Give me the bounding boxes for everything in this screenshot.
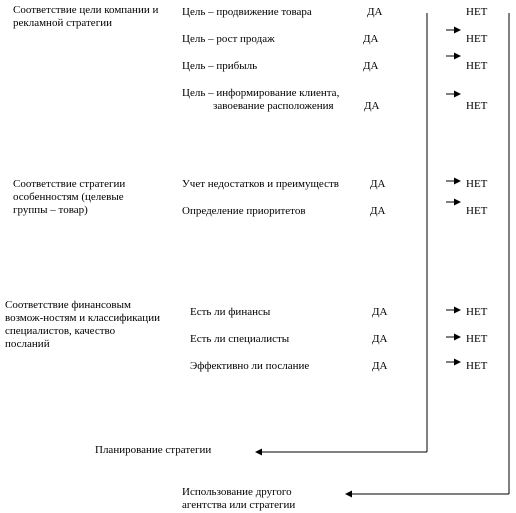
criterion-label: Есть ли финансы — [190, 306, 271, 318]
no-label: НЕТ — [466, 178, 488, 190]
group-title: Соответствие финансовым возмож-ностям и классификации специалистов, качество посланий — [5, 299, 160, 350]
criterion-label: Цель – информирование клиента, — [182, 87, 340, 99]
yes-label: ДА — [363, 33, 379, 45]
yes-label: ДА — [363, 60, 379, 72]
no-label: НЕТ — [466, 100, 488, 112]
no-label: НЕТ — [466, 33, 488, 45]
no-label: НЕТ — [466, 360, 488, 372]
yes-label: ДА — [372, 360, 388, 372]
criterion-label: Цель – прибыль — [182, 60, 258, 72]
criterion-label: Цель – рост продаж — [182, 33, 275, 45]
no-label: НЕТ — [466, 306, 488, 318]
criterion-label-continued: завоевание расположения — [213, 100, 334, 112]
no-label: НЕТ — [466, 60, 488, 72]
no-label: НЕТ — [466, 6, 488, 18]
yes-label: ДА — [370, 205, 386, 217]
yes-label: ДА — [372, 333, 388, 345]
yes-label: ДА — [370, 178, 386, 190]
no-label: НЕТ — [466, 205, 488, 217]
criterion-label: Учет недостатков и преимуществ — [182, 178, 339, 190]
group-title: Соответствие стратегии особенностям (целевые группы – товар) — [13, 178, 126, 216]
criterion-label: Цель – продвижение товара — [182, 6, 312, 18]
criterion-label: Есть ли специалисты — [190, 333, 290, 345]
no-label: НЕТ — [466, 333, 488, 345]
yes-label: ДА — [372, 306, 388, 318]
group-title: Соответствие цели компании и рекламной стратегии — [13, 4, 159, 29]
criterion-label: Эффективно ли послание — [190, 360, 310, 372]
outcome-planning: Планирование стратегии — [95, 444, 212, 456]
outcome-other: Использование другого агентства или стратегии — [182, 486, 296, 511]
criterion-label: Определение приоритетов — [182, 205, 306, 217]
yes-label: ДА — [364, 100, 380, 112]
yes-label: ДА — [367, 6, 383, 18]
